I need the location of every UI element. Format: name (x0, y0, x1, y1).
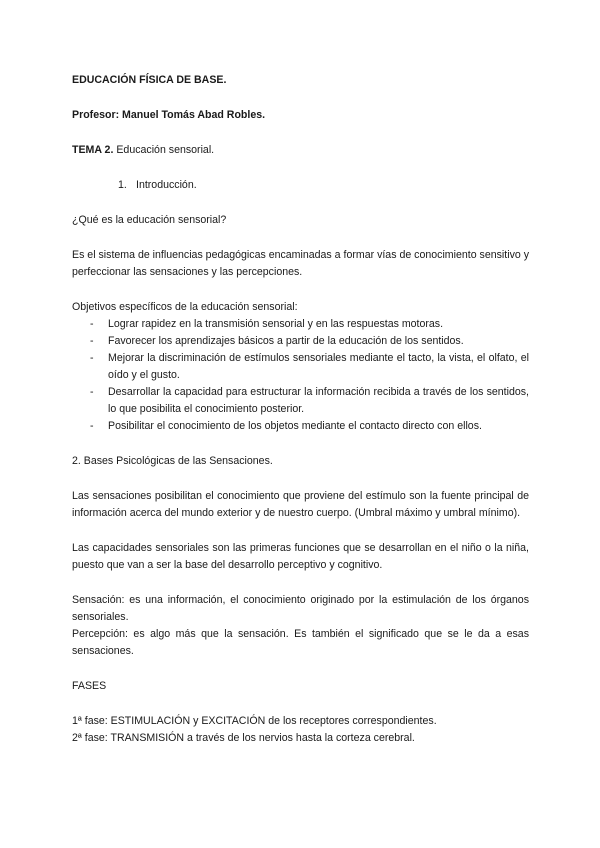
list-item-text: Desarrollar la capacidad para estructurar la información recibida a través de los sentidos, lo que posibilita el conocimiento posterior. (108, 386, 529, 415)
question-heading: ¿Qué es la educación sensorial? (72, 214, 227, 226)
sensation-definition: Sensación: es una información, el conocimiento originado por la estimulación de los órganos sensoriales. (72, 594, 529, 623)
topic-line (72, 142, 529, 159)
list-item-text: Lograr rapidez en la transmisión sensorial y en las respuestas motoras. (108, 318, 444, 330)
section-1-title: Introducción. (136, 179, 197, 191)
phase-2: 2ª fase: TRANSMISIÓN a través de los nervios hasta la corteza cerebral. (72, 732, 415, 744)
list-item (72, 316, 529, 333)
perception-definition: Percepción: es algo más que la sensación. Es también el significado que se le da a esas sensaciones. (72, 628, 529, 657)
list-item-text: Mejorar la discriminación de estímulos sensoriales mediante el tacto, la vista, el olfato, el oído y el gusto. (108, 352, 529, 381)
list-item (72, 418, 529, 435)
section-2-heading: 2. Bases Psicológicas de las Sensaciones. (72, 455, 273, 467)
list-item-text: Posibilitar el conocimiento de los objetos mediante el contacto directo con ellos. (108, 420, 482, 432)
objectives-list (72, 316, 529, 435)
topic-label: TEMA 2. (72, 144, 114, 156)
list-item (72, 384, 529, 418)
bullet-dash: - (90, 386, 94, 398)
section-1-number: 1. (118, 179, 127, 191)
topic-name: Educación sensorial. (116, 144, 215, 156)
bullet-dash: - (90, 420, 94, 432)
definition-paragraph: Es el sistema de influencias pedagógicas encaminadas a formar vías de conocimiento sensitivo y perfeccionar las sensaciones y las percepciones. (72, 249, 529, 278)
bullet-dash: - (90, 352, 94, 364)
section-1-heading (118, 177, 529, 194)
phases-heading: FASES (72, 680, 107, 692)
list-item (72, 350, 529, 384)
list-item-text: Favorecer los aprendizajes básicos a partir de la educación de los sentidos. (108, 335, 464, 347)
document-title: EDUCACIÓN FÍSICA DE BASE. (72, 74, 227, 86)
professor-line: Profesor: Manuel Tomás Abad Robles. (72, 109, 266, 121)
phase-1: 1ª fase: ESTIMULACIÓN y EXCITACIÓN de los receptores correspondientes. (72, 715, 437, 727)
sensations-paragraph: Las sensaciones posibilitan el conocimiento que proviene del estímulo son la fuente principal de información acerca del mundo exterior y de nuestro cuerpo. (Umbral máximo y umbral mínimo). (72, 490, 529, 519)
bullet-dash: - (90, 318, 94, 330)
document-page (72, 72, 529, 747)
objectives-heading: Objetivos específicos de la educación sensorial: (72, 301, 298, 313)
bullet-dash: - (90, 335, 94, 347)
capacities-paragraph: Las capacidades sensoriales son las primeras funciones que se desarrollan en el niño o la niña, puesto que van a ser la base del desarrollo perceptivo y cognitivo. (72, 542, 529, 571)
list-item (72, 333, 529, 350)
